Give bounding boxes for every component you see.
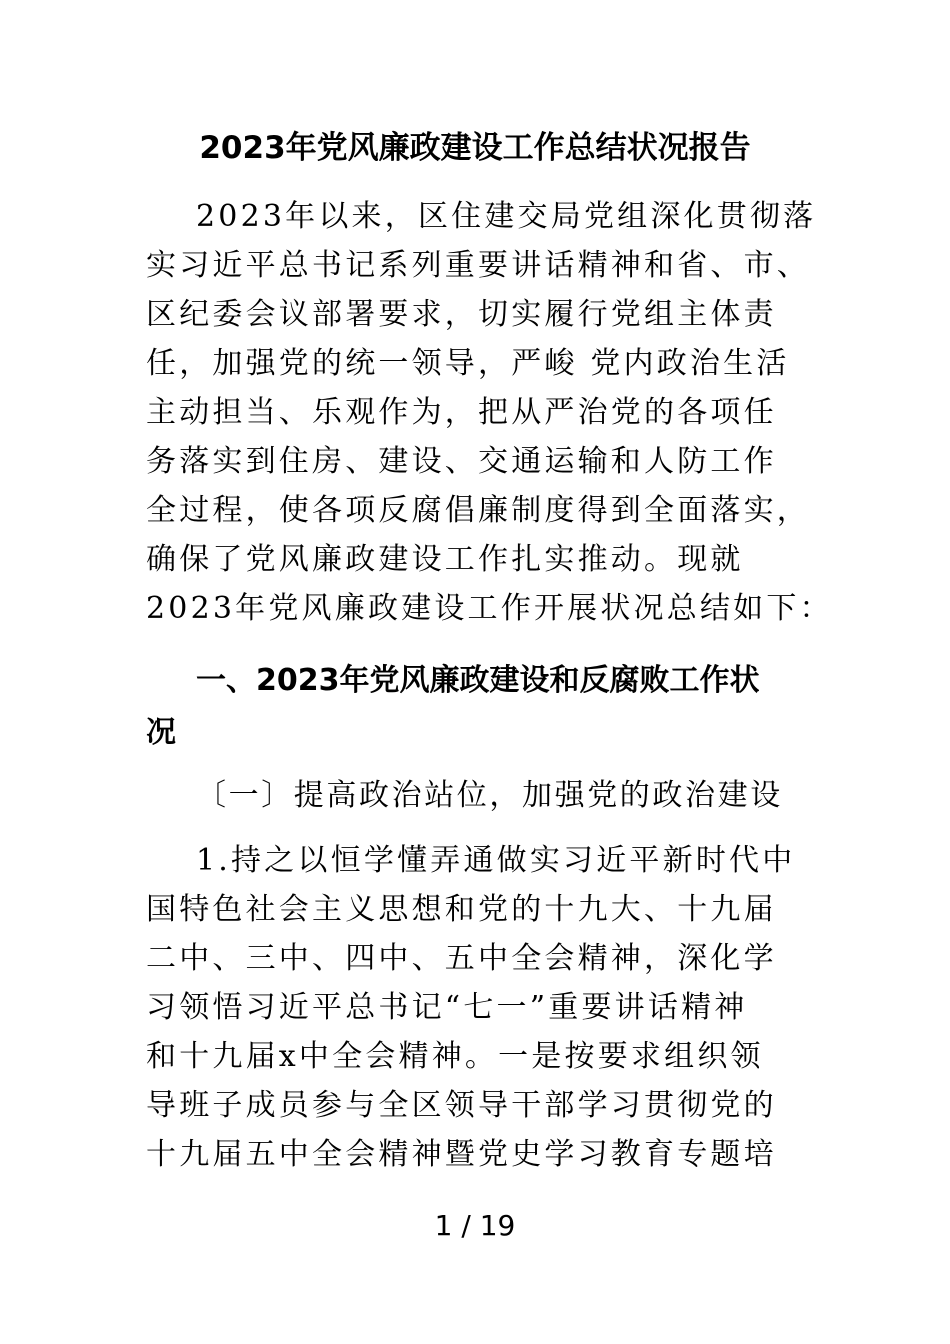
paragraph-line: 导班子成员参与全区领导干部学习贯彻党的	[146, 1088, 777, 1123]
paragraph-line: 2023年党风廉政建设工作开展状况总结如下：	[146, 591, 833, 626]
subsection-heading: 〔一〕提高政治站位，加强党的政治建设	[196, 778, 783, 813]
paragraph-line: 1.持之以恒学懂弄通做实习近平新时代中	[196, 843, 796, 878]
body-paragraph	[146, 836, 826, 1179]
paragraph-line: 国特色社会主义思想和党的十九大、十九届	[146, 892, 777, 927]
paragraph-line: 二中、三中、四中、五中全会精神，深化学	[146, 941, 777, 976]
page-number: 1 / 19	[434, 1209, 516, 1242]
paragraph-line: 2023年以来，区住建交局党组深化贯彻落	[196, 199, 817, 234]
paragraph-line: 任，加强党的统一领导，严峻 党内政治生活	[146, 346, 790, 381]
section-heading	[146, 655, 826, 759]
heading-line: 况	[146, 715, 176, 750]
paragraph-line: 主动担当、乐观作为，把从严治党的各项任	[146, 395, 777, 430]
paragraph-line: 务落实到住房、建设、交通运输和人防工作	[146, 444, 777, 479]
paragraph-line: 全过程，使各项反腐倡廉制度得到全面落实，	[146, 493, 810, 528]
heading-line: 一、2023年党风廉政建设和反腐败工作状	[196, 663, 760, 698]
paragraph-line: 习领悟习近平总书记“七一”重要讲话精神	[146, 990, 748, 1025]
paragraph-line: 十九届五中全会精神暨党史学习教育专题培	[146, 1137, 777, 1172]
paragraph-line: 实习近平总书记系列重要讲话精神和省、市、	[146, 248, 810, 283]
paragraph-line: 区纪委会议部署要求，切实履行党组主体责	[146, 297, 777, 332]
document-title: 2023年党风廉政建设工作总结状况报告	[199, 130, 751, 166]
intro-paragraph	[146, 192, 833, 633]
paragraph-line: 确保了党风廉政建设工作扎实推动。现就	[146, 542, 744, 577]
paragraph-line: 和十九届x中全会精神。一是按要求组织领	[146, 1039, 764, 1074]
